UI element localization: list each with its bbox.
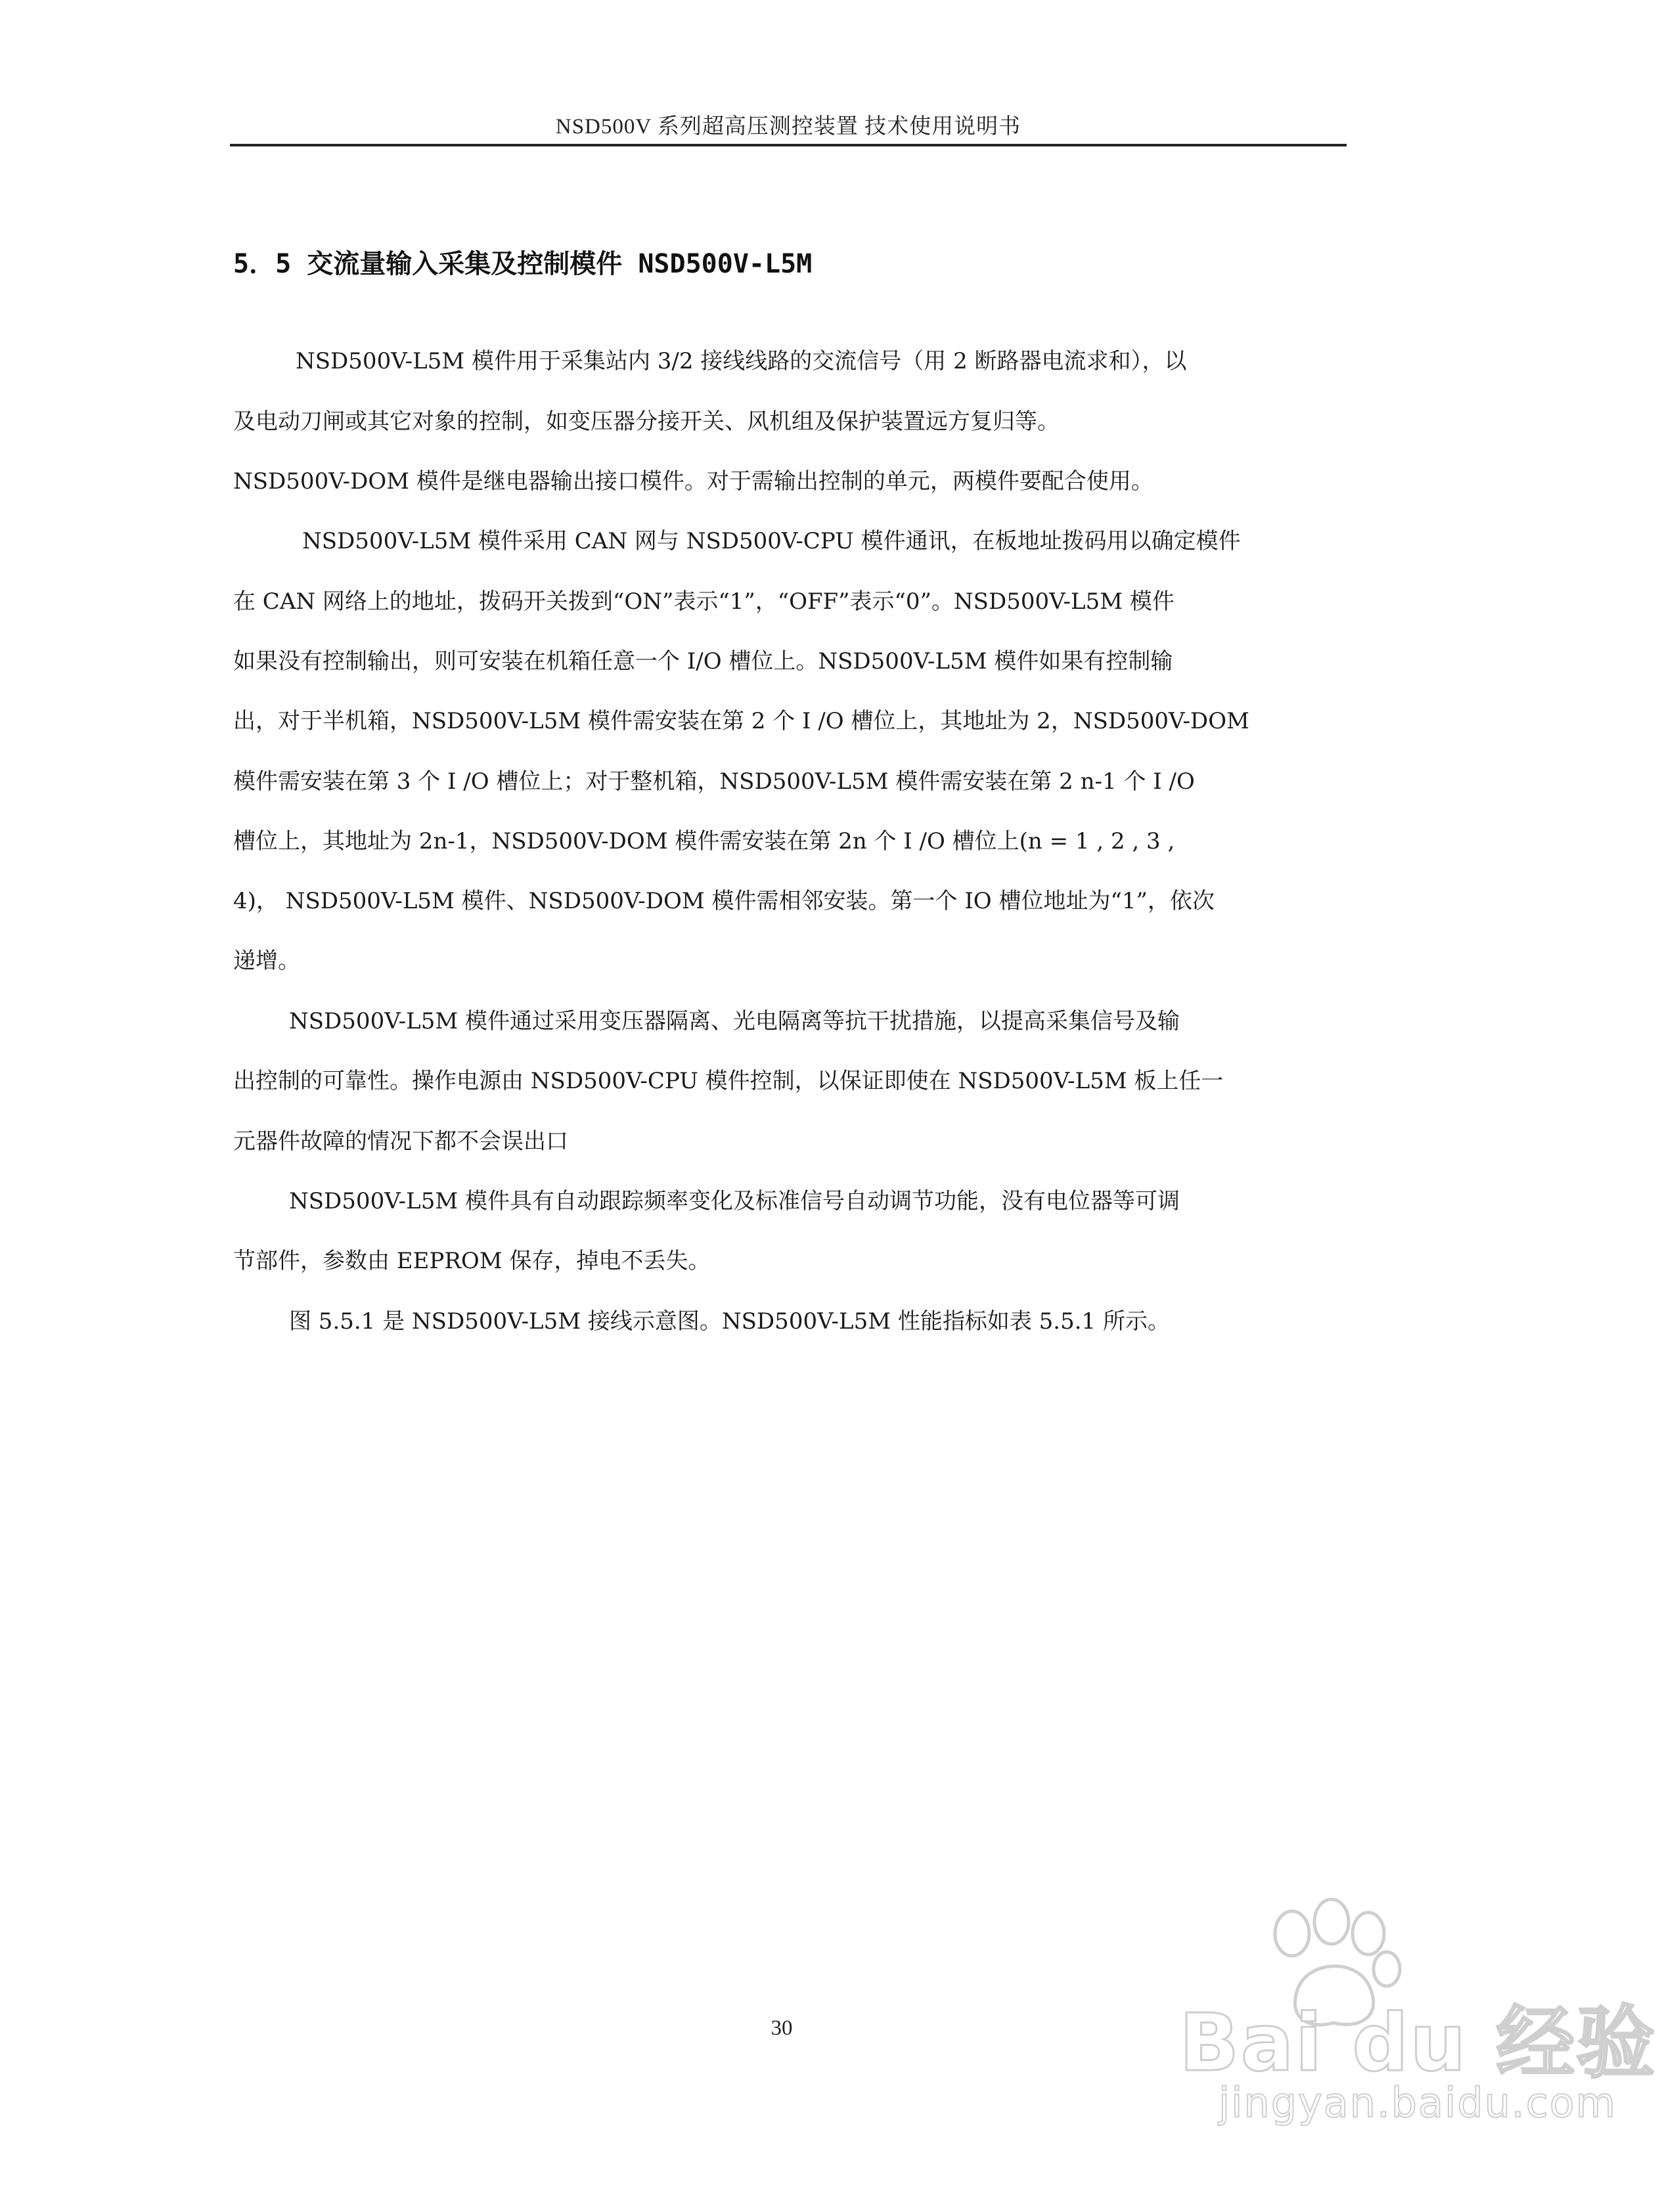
document-header-title: NSD500V 系列超高压测控装置 技术使用说明书 xyxy=(555,115,1021,139)
header-divider xyxy=(230,144,1347,146)
text-line: 及电动刀闸或其它对象的控制，如变压器分接开关、风机组及保护装置远方复归等。 xyxy=(233,409,1060,435)
watermark-brand: Bai du 经验 xyxy=(1179,1998,1656,2089)
page-number: 30 xyxy=(771,2016,793,2040)
text-line: 出控制的可靠性。操作电源由 NSD500V-CPU 模件控制，以保证即使在 NSD500V-L5M 板上任一 xyxy=(233,1068,1224,1094)
text-line: 元器件故障的情况下都不会误出口 xyxy=(233,1128,568,1155)
text-line: NSD500V-L5M 模件具有自动跟踪频率变化及标准信号自动调节功能，没有电位器等可调 xyxy=(289,1188,1180,1214)
text-line: 在 CAN 网络上的地址，拨码开关拨到“ON”表示“1”，“OFF”表示“0”。NSD500V-L5M 模件 xyxy=(233,588,1175,615)
text-line: 递增。 xyxy=(233,948,300,974)
text-line: NSD500V-L5M 模件用于采集站内 3/2 接线线路的交流信号（用 2 断路器电流求和），以 xyxy=(296,348,1187,374)
baidu-jingyan-watermark xyxy=(1100,1865,1656,2135)
text-line: 模件需安装在第 3 个 I /O 槽位上；对于整机箱，NSD500V-L5M 模件需安装在第 2 n-1 个 I /O xyxy=(233,768,1195,795)
text-line: 槽位上，其地址为 2n-1，NSD500V-DOM 模件需安装在第 2n 个 I /O 槽位上(n = 1 , 2 , 3 , xyxy=(233,828,1175,854)
text-line: 节部件，参数由 EEPROM 保存，掉电不丢失。 xyxy=(233,1248,711,1274)
text-line: 如果没有控制输出，则可安装在机箱任意一个 I/O 槽位上。NSD500V-L5M 模件如果有控制输 xyxy=(233,648,1173,675)
text-line: 出，对于半机箱，NSD500V-L5M 模件需安装在第 2 个 I /O 槽位上，其地址为 2，NSD500V-DOM xyxy=(233,708,1249,734)
text-line: NSD500V-L5M 模件通过采用变压器隔离、光电隔离等抗干扰措施，以提高采集信号及输 xyxy=(289,1008,1180,1034)
section-heading: 5．5 交流量输入采集及控制模件 NSD500V-L5M xyxy=(233,249,813,279)
text-line: NSD500V-DOM 模件是继电器输出接口模件。对于需输出控制的单元，两模件要配合使用。 xyxy=(233,468,1153,495)
text-line: NSD500V-L5M 模件采用 CAN 网与 NSD500V-CPU 模件通讯，在板地址拨码用以确定模件 xyxy=(302,528,1241,554)
watermark-url: jingyan.baidu.com xyxy=(1219,2079,1617,2127)
text-line: 4)， NSD500V-L5M 模件、NSD500V-DOM 模件需相邻安装。第一个 IO 槽位地址为“1”，依次 xyxy=(233,888,1215,914)
text-line: 图 5.5.1 是 NSD500V-L5M 接线示意图。NSD500V-L5M 性能指标如表 5.5.1 所示。 xyxy=(289,1308,1170,1335)
